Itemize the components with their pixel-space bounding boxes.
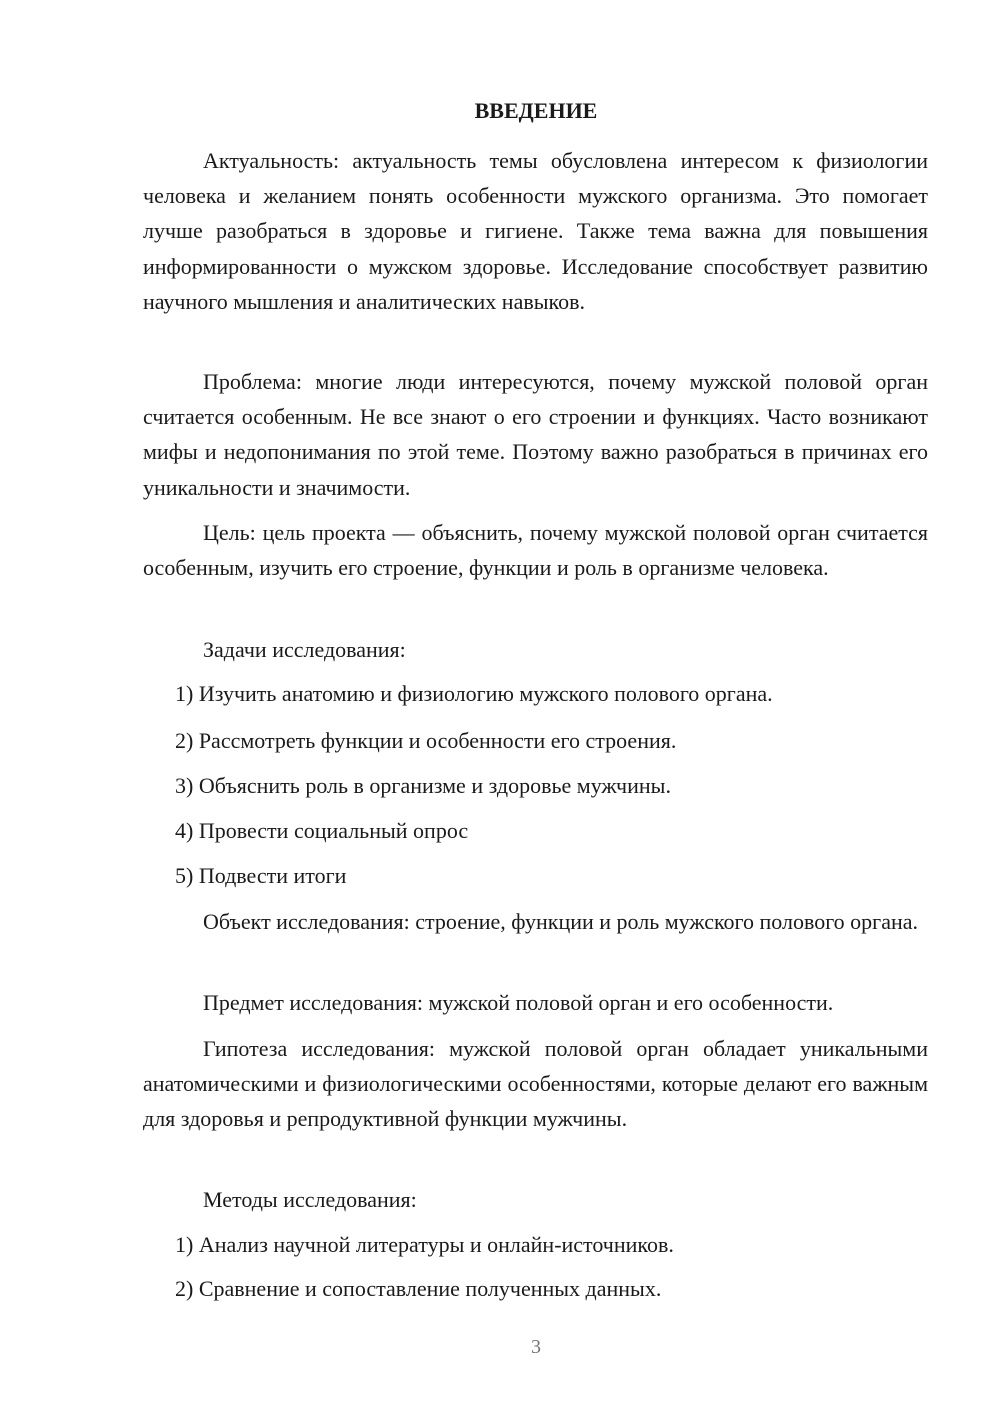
method-item: 1) Анализ научной литературы и онлайн-источников. [175, 1232, 674, 1257]
page-title: ВВЕДЕНИЕ [474, 98, 598, 123]
page-number: 3 [531, 1336, 541, 1358]
tasks-heading: Задачи исследования: [203, 637, 406, 662]
task-item: 3) Объяснить роль в организме и здоровье мужчины. [175, 773, 671, 798]
subject-paragraph: Предмет исследования: мужской половой орган и его особенности. [203, 990, 834, 1015]
goal-paragraph: Цель: цель проекта — объяснить, почему мужской половой орган считается особенным, изучить его строение, функции и роль в организме человека. [143, 520, 928, 581]
relevance-paragraph: Актуальность: актуальность темы обусловлена интересом к физиологии человека и желанием понять особенности мужского организма. Это помогает лучше разобраться в здоровье и гигиене. Также тема важна для повышения информированности о мужском здоровье. Исследование способствует развитию научного мышления и аналитических навыков. [143, 148, 928, 314]
task-item: 4) Провести социальный опрос [175, 818, 469, 843]
problem-paragraph: Проблема: многие люди интересуются, почему мужской половой орган считается особенным. Не все знают о его строении и функциях. Часто возникают мифы и недопонимания по этой теме. Поэтому важно разобраться в причинах его уникальности и значимости. [143, 369, 928, 500]
task-item: 1) Изучить анатомию и физиологию мужского полового органа. [175, 681, 773, 706]
task-item: 2) Рассмотреть функции и особенности его строения. [175, 728, 677, 753]
methods-heading: Методы исследования: [203, 1187, 417, 1212]
method-item: 2) Сравнение и сопоставление полученных данных. [175, 1276, 662, 1301]
object-paragraph: Объект исследования: строение, функции и роль мужского полового органа. [203, 909, 918, 934]
hypothesis-paragraph: Гипотеза исследования: мужской половой орган обладает уникальными анатомическими и физиологическими особенностями, которые делают его важным для здоровья и репродуктивной функции мужчины. [143, 1036, 928, 1132]
task-item: 5) Подвести итоги [175, 863, 347, 888]
